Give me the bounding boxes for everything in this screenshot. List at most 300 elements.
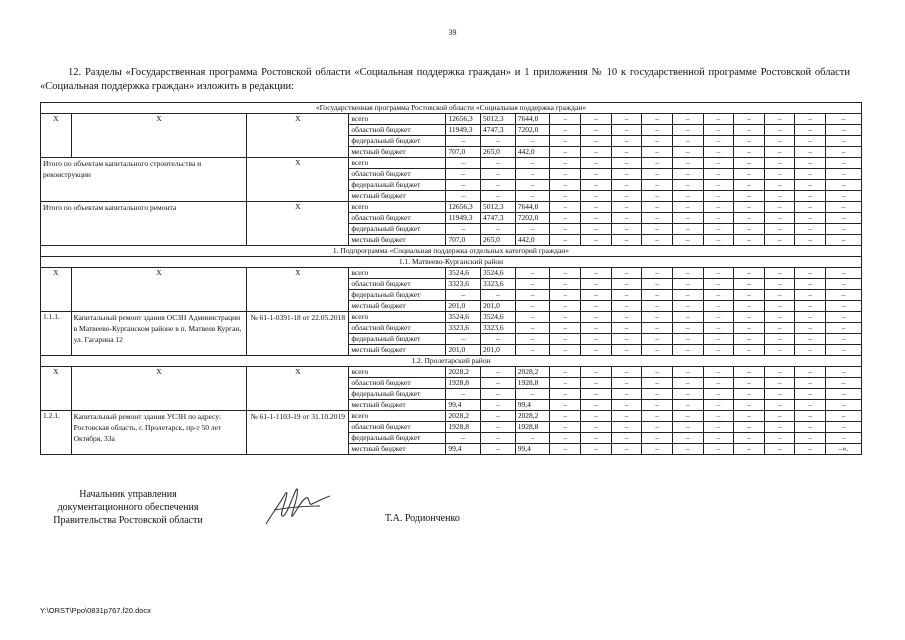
dash-cell: – bbox=[581, 345, 612, 356]
dash-cell: – bbox=[734, 279, 765, 290]
dash-cell: – bbox=[446, 290, 481, 301]
dash-cell: – bbox=[481, 433, 516, 444]
dash-cell: – bbox=[642, 411, 673, 422]
dash-cell: – bbox=[826, 433, 862, 444]
dash-cell: – bbox=[795, 235, 826, 246]
budget-type-cell: местный бюджет bbox=[349, 147, 446, 158]
dash-cell: – bbox=[764, 268, 795, 279]
budget-type-cell: федеральный бюджет bbox=[349, 180, 446, 191]
dash-cell: – bbox=[734, 114, 765, 125]
dash-cell: – bbox=[703, 180, 734, 191]
dash-cell: – bbox=[795, 147, 826, 158]
dash-cell: – bbox=[581, 202, 612, 213]
budget-type-cell: федеральный бюджет bbox=[349, 290, 446, 301]
dash-cell: – bbox=[481, 400, 516, 411]
dash-cell: – bbox=[481, 169, 516, 180]
budget-type-cell: всего bbox=[349, 312, 446, 323]
x-cell: X bbox=[41, 268, 72, 312]
dash-cell: – bbox=[481, 367, 516, 378]
dash-cell: – bbox=[672, 367, 703, 378]
dash-cell: – bbox=[481, 290, 516, 301]
dash-cell: – bbox=[826, 180, 862, 191]
dash-cell: – bbox=[672, 312, 703, 323]
value-cell: 7644,0 bbox=[515, 114, 550, 125]
dash-cell: – bbox=[703, 158, 734, 169]
dash-cell: – bbox=[550, 213, 581, 224]
dash-cell: – bbox=[611, 334, 642, 345]
dash-cell: – bbox=[581, 147, 612, 158]
dash-cell: – bbox=[703, 191, 734, 202]
dash-cell: – bbox=[481, 411, 516, 422]
budget-table bbox=[40, 102, 862, 455]
subprogram-title-row: 1. Подпрограмма «Социальная поддержка отдельных категорий граждан» bbox=[41, 246, 862, 257]
dash-cell: – bbox=[642, 444, 673, 455]
dash-cell: – bbox=[672, 444, 703, 455]
dash-cell: – bbox=[611, 180, 642, 191]
dash-cell: – bbox=[672, 279, 703, 290]
dash-cell: – bbox=[446, 180, 481, 191]
dash-cell: – bbox=[611, 202, 642, 213]
budget-type-cell: федеральный бюджет bbox=[349, 433, 446, 444]
dash-cell: – bbox=[581, 136, 612, 147]
dash-cell: – bbox=[642, 180, 673, 191]
dash-cell: – bbox=[795, 389, 826, 400]
dash-cell: – bbox=[672, 224, 703, 235]
dash-cell: – bbox=[826, 345, 862, 356]
dash-cell: – bbox=[611, 312, 642, 323]
dash-cell: – bbox=[672, 202, 703, 213]
dash-cell: – bbox=[672, 378, 703, 389]
dash-cell: – bbox=[703, 202, 734, 213]
dash-cell: – bbox=[481, 422, 516, 433]
dash-cell: – bbox=[734, 400, 765, 411]
budget-type-cell: областной бюджет bbox=[349, 422, 446, 433]
dash-cell: – bbox=[734, 191, 765, 202]
dash-cell: – bbox=[581, 400, 612, 411]
object-document-cell: № 61-1-1103-19 от 31.10.2019 bbox=[247, 411, 349, 455]
dash-cell: – bbox=[703, 125, 734, 136]
dash-cell: – bbox=[734, 268, 765, 279]
dash-cell: – bbox=[481, 444, 516, 455]
dash-cell: – bbox=[672, 268, 703, 279]
dash-cell: – bbox=[611, 224, 642, 235]
dash-cell: – bbox=[734, 147, 765, 158]
dash-cell: – bbox=[703, 400, 734, 411]
dash-cell: – bbox=[826, 312, 862, 323]
dash-cell: – bbox=[581, 235, 612, 246]
dash-cell: – bbox=[642, 301, 673, 312]
dash-cell: – bbox=[642, 290, 673, 301]
dash-cell: – bbox=[795, 136, 826, 147]
dash-cell: – bbox=[672, 345, 703, 356]
dash-cell: – bbox=[764, 279, 795, 290]
budget-type-cell: областной бюджет bbox=[349, 169, 446, 180]
dash-cell: – bbox=[550, 136, 581, 147]
dash-cell: – bbox=[550, 147, 581, 158]
dash-cell: – bbox=[446, 433, 481, 444]
dash-cell: – bbox=[826, 301, 862, 312]
budget-type-cell: всего bbox=[349, 158, 446, 169]
dash-cell: – bbox=[826, 323, 862, 334]
dash-cell: – bbox=[795, 367, 826, 378]
dash-cell: – bbox=[642, 213, 673, 224]
dash-cell: – bbox=[515, 158, 550, 169]
value-cell: 7644,0 bbox=[515, 202, 550, 213]
dash-cell: – bbox=[826, 169, 862, 180]
dash-cell: – bbox=[481, 191, 516, 202]
dash-cell: – bbox=[642, 400, 673, 411]
table-row bbox=[41, 246, 862, 257]
dash-cell: – bbox=[515, 433, 550, 444]
dash-cell: – bbox=[550, 411, 581, 422]
value-cell: 12656,3 bbox=[446, 114, 481, 125]
dash-cell: – bbox=[611, 411, 642, 422]
dash-cell: – bbox=[764, 345, 795, 356]
dash-cell: – bbox=[642, 147, 673, 158]
dash-cell: – bbox=[703, 235, 734, 246]
dash-cell: – bbox=[672, 290, 703, 301]
dash-cell: – bbox=[611, 268, 642, 279]
dash-cell: – bbox=[550, 169, 581, 180]
dash-cell: – bbox=[642, 279, 673, 290]
dash-cell: – bbox=[550, 191, 581, 202]
dash-cell: – bbox=[642, 345, 673, 356]
dash-cell: – bbox=[611, 323, 642, 334]
value-cell: 4747,3 bbox=[481, 125, 516, 136]
dash-cell: – bbox=[481, 224, 516, 235]
dash-cell: – bbox=[826, 191, 862, 202]
dash-cell: – bbox=[703, 224, 734, 235]
dash-cell: – bbox=[550, 235, 581, 246]
dash-cell: – bbox=[764, 444, 795, 455]
dash-cell: – bbox=[642, 433, 673, 444]
dash-cell: – bbox=[581, 411, 612, 422]
dash-cell: – bbox=[581, 158, 612, 169]
dash-cell: – bbox=[795, 224, 826, 235]
dash-cell: – bbox=[446, 169, 481, 180]
dash-cell: – bbox=[642, 191, 673, 202]
table-row bbox=[41, 158, 862, 169]
budget-type-cell: местный бюджет bbox=[349, 345, 446, 356]
dash-cell: – bbox=[581, 224, 612, 235]
dash-cell: – bbox=[826, 136, 862, 147]
value-cell: 707,0 bbox=[446, 235, 481, 246]
dash-cell: – bbox=[611, 433, 642, 444]
value-cell: 99,4 bbox=[515, 444, 550, 455]
dash-cell: – bbox=[734, 125, 765, 136]
dash-cell: – bbox=[826, 279, 862, 290]
dash-cell: – bbox=[581, 334, 612, 345]
dash-cell: – bbox=[515, 290, 550, 301]
dash-cell: – bbox=[764, 235, 795, 246]
budget-type-cell: областной бюджет bbox=[349, 125, 446, 136]
x-cell: X bbox=[247, 114, 349, 158]
dash-cell: – bbox=[672, 323, 703, 334]
intro-paragraph: 12. Разделы «Государственная программа Ростовской области «Социальная поддержка граждан» и 1 приложения № 10 к государственной программе Ростовской области «Социальная поддержка граждан» изложить в редакции: bbox=[40, 67, 850, 92]
dash-cell: – bbox=[611, 191, 642, 202]
dash-cell: – bbox=[795, 378, 826, 389]
x-cell: X bbox=[247, 367, 349, 411]
x-cell: X bbox=[71, 114, 247, 158]
dash-cell: – bbox=[581, 191, 612, 202]
dash-cell: – bbox=[826, 367, 862, 378]
budget-type-cell: всего bbox=[349, 202, 446, 213]
dash-cell: – bbox=[481, 158, 516, 169]
dash-cell: – bbox=[795, 202, 826, 213]
dash-cell: – bbox=[515, 268, 550, 279]
dash-cell: – bbox=[734, 422, 765, 433]
dash-cell: – bbox=[550, 125, 581, 136]
value-cell: 11949,3 bbox=[446, 213, 481, 224]
table-row bbox=[41, 202, 862, 213]
dash-cell: – bbox=[734, 323, 765, 334]
dash-cell: – bbox=[703, 411, 734, 422]
page-number: 39 bbox=[448, 28, 457, 37]
dash-cell: – bbox=[550, 158, 581, 169]
dash-cell: – bbox=[611, 367, 642, 378]
value-cell: 1928,8 bbox=[446, 378, 481, 389]
dash-cell: – bbox=[764, 224, 795, 235]
dash-cell: – bbox=[446, 191, 481, 202]
dash-cell: – bbox=[672, 180, 703, 191]
dash-cell: – bbox=[795, 433, 826, 444]
dash-cell: – bbox=[642, 235, 673, 246]
value-cell: 442,0 bbox=[515, 147, 550, 158]
dash-cell: – bbox=[611, 378, 642, 389]
dash-cell: – bbox=[642, 114, 673, 125]
dash-cell: – bbox=[550, 312, 581, 323]
dash-cell: – bbox=[550, 378, 581, 389]
dash-cell: – bbox=[611, 301, 642, 312]
dash-cell: – bbox=[611, 389, 642, 400]
dash-cell: – bbox=[672, 301, 703, 312]
dash-cell: – bbox=[826, 202, 862, 213]
object-number-cell: 1.1.1. bbox=[41, 312, 72, 356]
value-cell: 7202,0 bbox=[515, 213, 550, 224]
dash-cell: – bbox=[550, 202, 581, 213]
dash-cell: – bbox=[764, 213, 795, 224]
dash-cell: – bbox=[550, 389, 581, 400]
dash-cell: – bbox=[515, 334, 550, 345]
dash-cell: – bbox=[550, 268, 581, 279]
dash-cell: – bbox=[581, 125, 612, 136]
value-cell: 201,0 bbox=[481, 301, 516, 312]
budget-type-cell: местный бюджет bbox=[349, 235, 446, 246]
dash-cell: – bbox=[581, 367, 612, 378]
dash-cell: – bbox=[581, 433, 612, 444]
object-name-cell: Капитальный ремонт здания ОСЗН Администрации в Матвеево-Курганском районе в п. Матвеев Курган, ул. Гагарина 12 bbox=[71, 312, 247, 356]
dash-cell: – bbox=[672, 389, 703, 400]
dash-cell: – bbox=[826, 400, 862, 411]
value-cell: 2028,2 bbox=[446, 367, 481, 378]
dash-cell: – bbox=[550, 400, 581, 411]
value-cell: 3323,6 bbox=[446, 323, 481, 334]
district-title-row: 1.2. Пролетарский район bbox=[41, 356, 862, 367]
table-row bbox=[41, 367, 862, 378]
value-cell: 201,0 bbox=[446, 301, 481, 312]
value-cell: 1928,8 bbox=[515, 422, 550, 433]
value-cell: 7202,0 bbox=[515, 125, 550, 136]
dash-cell: – bbox=[826, 114, 862, 125]
object-name-cell: Капитальный ремонт здания УСЗН по адресу: Ростовская область, г. Пролетарск, пр-т 50 лет Октября, 33а bbox=[71, 411, 247, 455]
dash-cell: – bbox=[515, 224, 550, 235]
value-cell: 201,0 bbox=[446, 345, 481, 356]
dash-cell: – bbox=[550, 323, 581, 334]
dash-cell: – bbox=[734, 433, 765, 444]
dash-cell: – bbox=[734, 213, 765, 224]
dash-cell: – bbox=[826, 411, 862, 422]
dash-cell: – bbox=[734, 301, 765, 312]
dash-cell: – bbox=[826, 290, 862, 301]
value-cell: 201,0 bbox=[481, 345, 516, 356]
dash-cell: – bbox=[764, 158, 795, 169]
dash-cell: – bbox=[550, 367, 581, 378]
value-cell: 3323,6 bbox=[481, 323, 516, 334]
dash-cell: – bbox=[795, 191, 826, 202]
budget-type-cell: федеральный бюджет bbox=[349, 224, 446, 235]
dash-cell: – bbox=[764, 180, 795, 191]
dash-cell: – bbox=[703, 334, 734, 345]
dash-cell: – bbox=[795, 268, 826, 279]
end-mark-cell: –». bbox=[826, 444, 862, 455]
dash-cell: – bbox=[672, 235, 703, 246]
signer-name: Т.А. Родионченко bbox=[385, 513, 460, 524]
value-cell: 265,0 bbox=[481, 235, 516, 246]
dash-cell: – bbox=[672, 114, 703, 125]
dash-cell: – bbox=[550, 301, 581, 312]
budget-type-cell: местный бюджет bbox=[349, 191, 446, 202]
dash-cell: – bbox=[611, 169, 642, 180]
dash-cell: – bbox=[703, 378, 734, 389]
dash-cell: – bbox=[515, 312, 550, 323]
dash-cell: – bbox=[515, 301, 550, 312]
group-label-cell: Итого по объектам капитального строительства и реконструкции bbox=[41, 158, 247, 202]
dash-cell: – bbox=[642, 367, 673, 378]
value-cell: 2028,2 bbox=[515, 367, 550, 378]
dash-cell: – bbox=[581, 180, 612, 191]
dash-cell: – bbox=[550, 444, 581, 455]
value-cell: 3323,6 bbox=[446, 279, 481, 290]
dash-cell: – bbox=[515, 180, 550, 191]
dash-cell: – bbox=[826, 213, 862, 224]
dash-cell: – bbox=[703, 213, 734, 224]
value-cell: 99,4 bbox=[446, 444, 481, 455]
district-title-row: 1.1. Матвеево-Курганский район bbox=[41, 257, 862, 268]
value-cell: 5012,3 bbox=[481, 114, 516, 125]
dash-cell: – bbox=[672, 213, 703, 224]
dash-cell: – bbox=[581, 169, 612, 180]
dash-cell: – bbox=[672, 125, 703, 136]
dash-cell: – bbox=[672, 191, 703, 202]
dash-cell: – bbox=[611, 213, 642, 224]
dash-cell: – bbox=[734, 345, 765, 356]
dash-cell: – bbox=[795, 411, 826, 422]
dash-cell: – bbox=[703, 136, 734, 147]
file-path: Y:\ORST\Ppo\0831p767.f20.docx bbox=[40, 606, 151, 615]
dash-cell: – bbox=[581, 323, 612, 334]
dash-cell: – bbox=[764, 147, 795, 158]
dash-cell: – bbox=[795, 334, 826, 345]
value-cell: 2028,2 bbox=[515, 411, 550, 422]
dash-cell: – bbox=[764, 290, 795, 301]
table-row bbox=[41, 257, 862, 268]
dash-cell: – bbox=[795, 125, 826, 136]
budget-type-cell: всего bbox=[349, 411, 446, 422]
dash-cell: – bbox=[795, 345, 826, 356]
dash-cell: – bbox=[611, 235, 642, 246]
dash-cell: – bbox=[734, 444, 765, 455]
dash-cell: – bbox=[764, 400, 795, 411]
table-row bbox=[41, 411, 862, 422]
dash-cell: – bbox=[611, 345, 642, 356]
dash-cell: – bbox=[581, 301, 612, 312]
table-row bbox=[41, 268, 862, 279]
dash-cell: – bbox=[795, 444, 826, 455]
dash-cell: – bbox=[672, 400, 703, 411]
dash-cell: – bbox=[642, 169, 673, 180]
table-row bbox=[41, 103, 862, 114]
dash-cell: – bbox=[481, 334, 516, 345]
value-cell: 1928,8 bbox=[446, 422, 481, 433]
x-cell: X bbox=[247, 158, 349, 202]
dash-cell: – bbox=[581, 378, 612, 389]
x-cell: X bbox=[71, 367, 247, 411]
dash-cell: – bbox=[703, 279, 734, 290]
dash-cell: – bbox=[795, 180, 826, 191]
dash-cell: – bbox=[481, 389, 516, 400]
dash-cell: – bbox=[826, 235, 862, 246]
dash-cell: – bbox=[703, 312, 734, 323]
budget-type-cell: всего bbox=[349, 114, 446, 125]
dash-cell: – bbox=[734, 202, 765, 213]
dash-cell: – bbox=[642, 312, 673, 323]
dash-cell: – bbox=[672, 334, 703, 345]
dash-cell: – bbox=[581, 268, 612, 279]
dash-cell: – bbox=[446, 389, 481, 400]
dash-cell: – bbox=[764, 114, 795, 125]
dash-cell: – bbox=[611, 158, 642, 169]
dash-cell: – bbox=[642, 389, 673, 400]
dash-cell: – bbox=[734, 312, 765, 323]
dash-cell: – bbox=[734, 136, 765, 147]
signer-position-line1: Начальник управления bbox=[79, 489, 177, 500]
signer-position bbox=[38, 488, 218, 527]
dash-cell: – bbox=[611, 136, 642, 147]
dash-cell: – bbox=[795, 279, 826, 290]
dash-cell: – bbox=[672, 136, 703, 147]
dash-cell: – bbox=[764, 323, 795, 334]
budget-type-cell: областной бюджет bbox=[349, 378, 446, 389]
dash-cell: – bbox=[446, 334, 481, 345]
dash-cell: – bbox=[672, 433, 703, 444]
dash-cell: – bbox=[581, 312, 612, 323]
value-cell: 3323,6 bbox=[481, 279, 516, 290]
dash-cell: – bbox=[611, 125, 642, 136]
dash-cell: – bbox=[703, 422, 734, 433]
budget-type-cell: всего bbox=[349, 367, 446, 378]
dash-cell: – bbox=[515, 169, 550, 180]
dash-cell: – bbox=[795, 422, 826, 433]
value-cell: 3524,6 bbox=[446, 268, 481, 279]
dash-cell: – bbox=[795, 114, 826, 125]
dash-cell: – bbox=[826, 158, 862, 169]
dash-cell: – bbox=[734, 367, 765, 378]
dash-cell: – bbox=[764, 422, 795, 433]
budget-type-cell: местный бюджет bbox=[349, 301, 446, 312]
dash-cell: – bbox=[481, 136, 516, 147]
dash-cell: – bbox=[764, 433, 795, 444]
dash-cell: – bbox=[795, 323, 826, 334]
